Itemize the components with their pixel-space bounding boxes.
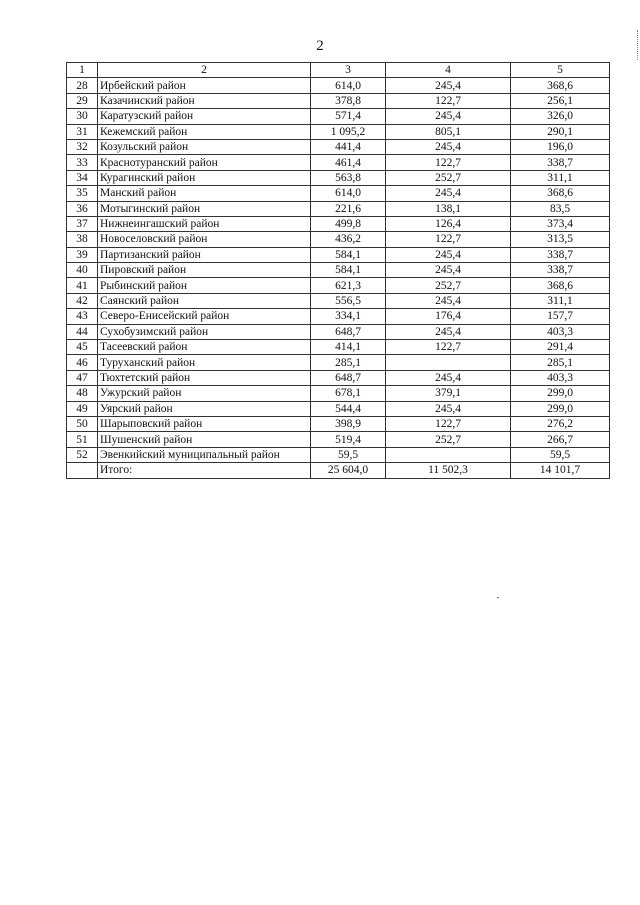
row-num-cell: 52	[67, 447, 98, 462]
value-4-cell: 245,4	[386, 78, 511, 93]
total-num-cell	[67, 463, 98, 478]
value-4-cell: 252,7	[386, 170, 511, 185]
value-3-cell: 571,4	[311, 109, 386, 124]
district-name-cell: Ужурский район	[98, 386, 311, 401]
value-4-cell	[386, 355, 511, 370]
value-4-cell: 245,4	[386, 186, 511, 201]
district-name-cell: Новоселовский район	[98, 232, 311, 247]
value-4-cell: 122,7	[386, 155, 511, 170]
value-3-cell: 221,6	[311, 201, 386, 216]
district-name-cell: Северо-Енисейский район	[98, 309, 311, 324]
district-name-cell: Эвенкийский муниципальный район	[98, 447, 311, 462]
table-header-row	[67, 63, 610, 78]
district-name-cell: Краснотуранский район	[98, 155, 311, 170]
table-row	[67, 386, 610, 401]
district-name-cell: Шарыповский район	[98, 416, 311, 431]
value-3-cell: 621,3	[311, 278, 386, 293]
value-4-cell: 252,7	[386, 278, 511, 293]
value-3-cell: 59,5	[311, 447, 386, 462]
value-5-cell: 338,7	[511, 155, 610, 170]
value-4-cell: 245,4	[386, 401, 511, 416]
value-5-cell: 326,0	[511, 109, 610, 124]
district-name-cell: Туруханский район	[98, 355, 311, 370]
district-name-cell: Ирбейский район	[98, 78, 311, 93]
value-3-cell: 441,4	[311, 139, 386, 154]
row-num-cell: 49	[67, 401, 98, 416]
district-name-cell: Тюхтетский район	[98, 370, 311, 385]
column-header-4: 4	[386, 63, 511, 78]
value-5-cell: 196,0	[511, 139, 610, 154]
table-row	[67, 309, 610, 324]
table-row	[67, 78, 610, 93]
value-4-cell: 252,7	[386, 432, 511, 447]
district-name-cell: Пировский район	[98, 263, 311, 278]
value-3-cell: 378,8	[311, 93, 386, 108]
row-num-cell: 36	[67, 201, 98, 216]
value-4-cell: 805,1	[386, 124, 511, 139]
table-row	[67, 216, 610, 231]
row-num-cell: 41	[67, 278, 98, 293]
table-row	[67, 401, 610, 416]
row-num-cell: 30	[67, 109, 98, 124]
data-table	[66, 62, 610, 479]
value-5-cell: 338,7	[511, 247, 610, 262]
table-row	[67, 139, 610, 154]
row-num-cell: 42	[67, 293, 98, 308]
row-num-cell: 51	[67, 432, 98, 447]
row-num-cell: 38	[67, 232, 98, 247]
value-5-cell: 157,7	[511, 309, 610, 324]
value-4-cell: 122,7	[386, 232, 511, 247]
value-3-cell: 584,1	[311, 247, 386, 262]
value-5-cell: 311,1	[511, 293, 610, 308]
page-number: 2	[316, 38, 324, 54]
value-5-cell: 403,3	[511, 324, 610, 339]
table-row	[67, 355, 610, 370]
row-num-cell: 50	[67, 416, 98, 431]
district-name-cell: Рыбинский район	[98, 278, 311, 293]
district-name-cell: Тасеевский район	[98, 340, 311, 355]
table-row	[67, 186, 610, 201]
value-4-cell: 245,4	[386, 293, 511, 308]
row-num-cell: 31	[67, 124, 98, 139]
value-3-cell: 563,8	[311, 170, 386, 185]
value-5-cell: 338,7	[511, 263, 610, 278]
table-row	[67, 370, 610, 385]
district-name-cell: Шушенский район	[98, 432, 311, 447]
table-row	[67, 340, 610, 355]
value-4-cell: 379,1	[386, 386, 511, 401]
table-total-row	[67, 463, 610, 478]
value-4-cell: 176,4	[386, 309, 511, 324]
value-3-cell: 648,7	[311, 370, 386, 385]
table-row	[67, 201, 610, 216]
table-row	[67, 170, 610, 185]
table-row	[67, 155, 610, 170]
row-num-cell: 33	[67, 155, 98, 170]
value-5-cell: 285,1	[511, 355, 610, 370]
total-value-3-cell: 25 604,0	[311, 463, 386, 478]
value-4-cell: 122,7	[386, 93, 511, 108]
value-5-cell: 368,6	[511, 186, 610, 201]
value-4-cell: 245,4	[386, 139, 511, 154]
row-num-cell: 39	[67, 247, 98, 262]
value-3-cell: 461,4	[311, 155, 386, 170]
value-4-cell: 122,7	[386, 416, 511, 431]
table-row	[67, 278, 610, 293]
value-4-cell: 245,4	[386, 370, 511, 385]
row-num-cell: 37	[67, 216, 98, 231]
district-name-cell: Нижнеингашский район	[98, 216, 311, 231]
table-row	[67, 124, 610, 139]
district-name-cell: Каратузский район	[98, 109, 311, 124]
row-num-cell: 47	[67, 370, 98, 385]
value-3-cell: 544,4	[311, 401, 386, 416]
table-row	[67, 416, 610, 431]
row-num-cell: 40	[67, 263, 98, 278]
value-5-cell: 299,0	[511, 386, 610, 401]
row-num-cell: 29	[67, 93, 98, 108]
row-num-cell: 34	[67, 170, 98, 185]
value-4-cell: 245,4	[386, 109, 511, 124]
district-name-cell: Сухобузимский район	[98, 324, 311, 339]
value-5-cell: 368,6	[511, 278, 610, 293]
value-5-cell: 313,5	[511, 232, 610, 247]
margin-scan-mark	[635, 30, 638, 60]
value-5-cell: 256,1	[511, 93, 610, 108]
value-4-cell: 245,4	[386, 324, 511, 339]
value-3-cell: 414,1	[311, 340, 386, 355]
value-4-cell: 245,4	[386, 247, 511, 262]
value-3-cell: 1 095,2	[311, 124, 386, 139]
value-3-cell: 436,2	[311, 232, 386, 247]
district-name-cell: Казачинский район	[98, 93, 311, 108]
row-num-cell: 46	[67, 355, 98, 370]
value-3-cell: 584,1	[311, 263, 386, 278]
value-4-cell: 245,4	[386, 263, 511, 278]
table-body	[67, 78, 610, 463]
table-row	[67, 232, 610, 247]
row-num-cell: 45	[67, 340, 98, 355]
row-num-cell: 28	[67, 78, 98, 93]
table-row	[67, 293, 610, 308]
value-3-cell: 499,8	[311, 216, 386, 231]
table-row	[67, 93, 610, 108]
value-5-cell: 291,4	[511, 340, 610, 355]
value-5-cell: 299,0	[511, 401, 610, 416]
value-4-cell	[386, 447, 511, 462]
value-5-cell: 403,3	[511, 370, 610, 385]
district-name-cell: Курагинский район	[98, 170, 311, 185]
value-4-cell: 138,1	[386, 201, 511, 216]
table-row	[67, 447, 610, 462]
row-num-cell: 32	[67, 139, 98, 154]
district-name-cell: Кежемский район	[98, 124, 311, 139]
district-name-cell: Козульский район	[98, 139, 311, 154]
value-3-cell: 614,0	[311, 78, 386, 93]
value-5-cell: 276,2	[511, 416, 610, 431]
table-row	[67, 109, 610, 124]
row-num-cell: 48	[67, 386, 98, 401]
value-3-cell: 334,1	[311, 309, 386, 324]
value-4-cell: 126,4	[386, 216, 511, 231]
column-header-5: 5	[511, 63, 610, 78]
district-name-cell: Саянский район	[98, 293, 311, 308]
value-4-cell: 122,7	[386, 340, 511, 355]
district-name-cell: Уярский район	[98, 401, 311, 416]
row-num-cell: 44	[67, 324, 98, 339]
value-3-cell: 519,4	[311, 432, 386, 447]
column-header-2: 2	[98, 63, 311, 78]
value-5-cell: 311,1	[511, 170, 610, 185]
value-5-cell: 83,5	[511, 201, 610, 216]
table-row	[67, 263, 610, 278]
value-3-cell: 678,1	[311, 386, 386, 401]
table-row	[67, 324, 610, 339]
value-3-cell: 556,5	[311, 293, 386, 308]
table-row	[67, 247, 610, 262]
value-3-cell: 614,0	[311, 186, 386, 201]
value-5-cell: 59,5	[511, 447, 610, 462]
value-5-cell: 290,1	[511, 124, 610, 139]
column-header-1: 1	[67, 63, 98, 78]
value-5-cell: 373,4	[511, 216, 610, 231]
row-num-cell: 43	[67, 309, 98, 324]
value-3-cell: 398,9	[311, 416, 386, 431]
value-5-cell: 266,7	[511, 432, 610, 447]
value-3-cell: 648,7	[311, 324, 386, 339]
district-name-cell: Мотыгинский район	[98, 201, 311, 216]
row-num-cell: 35	[67, 186, 98, 201]
value-3-cell: 285,1	[311, 355, 386, 370]
total-label-cell: Итого:	[98, 463, 311, 478]
total-value-5-cell: 14 101,7	[511, 463, 610, 478]
table-row	[67, 432, 610, 447]
district-name-cell: Манский район	[98, 186, 311, 201]
scan-speck	[497, 597, 499, 598]
column-header-3: 3	[311, 63, 386, 78]
district-name-cell: Партизанский район	[98, 247, 311, 262]
value-5-cell: 368,6	[511, 78, 610, 93]
total-value-4-cell: 11 502,3	[386, 463, 511, 478]
